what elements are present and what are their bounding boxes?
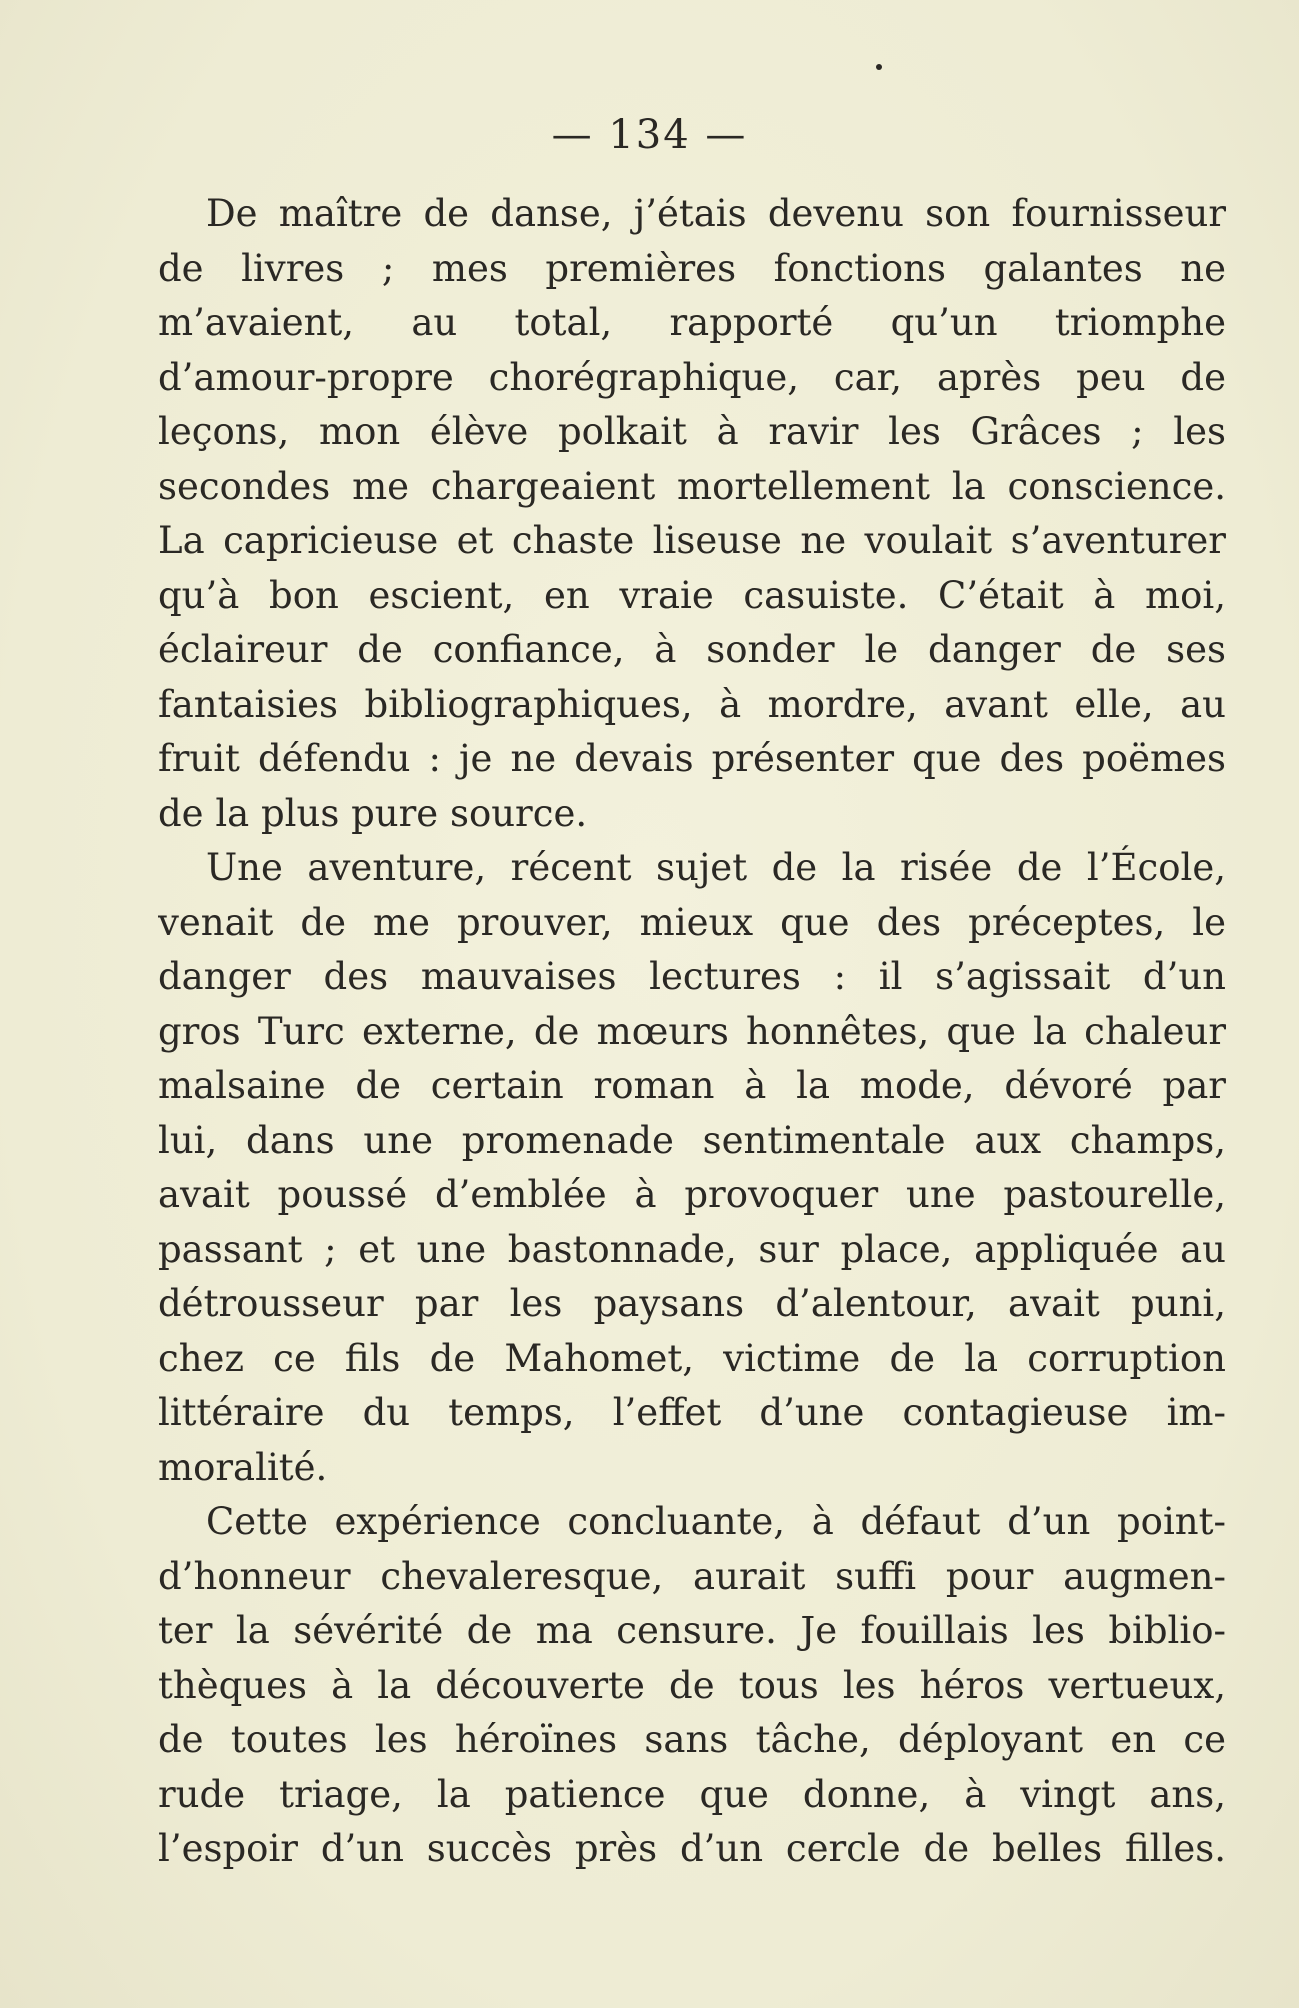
text-line: lui, dans une promenade sentimentale aux champs, <box>158 1118 1226 1162</box>
text-line: éclaireur de confiance, à sonder le danger de ses <box>158 628 1226 671</box>
text-line: Une aventure, récent sujet de la risée de l’École, <box>206 846 1226 889</box>
text-line: littéraire du temps, l’effet d’une contagieuse im- <box>158 1391 1226 1434</box>
text-line: moralité. <box>158 1445 328 1489</box>
text-line: malsaine de certain roman à la mode, dévoré par <box>158 1064 1226 1107</box>
text-line: détrousseur par les paysans d’alentour, avait puni, <box>158 1282 1226 1325</box>
text-line: De maître de danse, j’étais devenu son fournisseur <box>206 192 1226 235</box>
text-line: danger des mauvaises lectures : il s’agissait d’un <box>158 955 1226 998</box>
text-line: secondes me chargeaient mortellement la conscience. <box>158 464 1226 508</box>
page-number: — 134 — <box>551 112 748 158</box>
text-line: fantaisies bibliographiques, à mordre, avant elle, au <box>158 682 1226 726</box>
text-line: ter la sévérité de ma censure. Je fouillais les biblio- <box>158 1609 1226 1652</box>
text-line: d’honneur chevaleresque, aurait suffi pour augmen- <box>158 1554 1226 1598</box>
text-line: leçons, mon élève polkait à ravir les Grâces ; les <box>158 410 1226 453</box>
text-line: chez ce fils de Mahomet, victime de la corruption <box>158 1336 1226 1380</box>
text-line: venait de me prouver, mieux que des préceptes, le <box>158 900 1226 944</box>
text-line: thèques à la découverte de tous les héros vertueux, <box>158 1663 1226 1707</box>
text-line: fruit défendu : je ne devais présenter que des poëmes <box>158 737 1226 780</box>
text-line: avait poussé d’emblée à provoquer une pastourelle, <box>158 1173 1226 1216</box>
text-line: d’amour-propre chorégraphique, car, après peu de <box>158 355 1226 399</box>
text-line: La capricieuse et chaste liseuse ne voulait s’aventurer <box>158 519 1226 562</box>
text-line: qu’à bon escient, en vraie casuiste. C’était à moi, <box>158 573 1226 617</box>
text-line: l’espoir d’un succès près d’un cercle de belles filles. <box>158 1827 1226 1870</box>
ink-speck <box>876 64 882 70</box>
text-line: passant ; et une bastonnade, sur place, appliquée au <box>158 1227 1226 1271</box>
text-line: rude triage, la patience que donne, à vingt ans, <box>158 1772 1226 1816</box>
text-line: gros Turc externe, de mœurs honnêtes, que la chaleur <box>158 1009 1226 1053</box>
text-line: de livres ; mes premières fonctions galantes ne <box>158 246 1226 290</box>
text-line: m’avaient, au total, rapporté qu’un triomphe <box>158 301 1226 344</box>
body-text <box>158 187 1226 1877</box>
text-line: de la plus pure source. <box>158 791 588 835</box>
text-line: de toutes les héroïnes sans tâche, déployant en ce <box>158 1718 1226 1761</box>
text-line: Cette expérience concluante, à défaut d’un point- <box>206 1500 1226 1543</box>
